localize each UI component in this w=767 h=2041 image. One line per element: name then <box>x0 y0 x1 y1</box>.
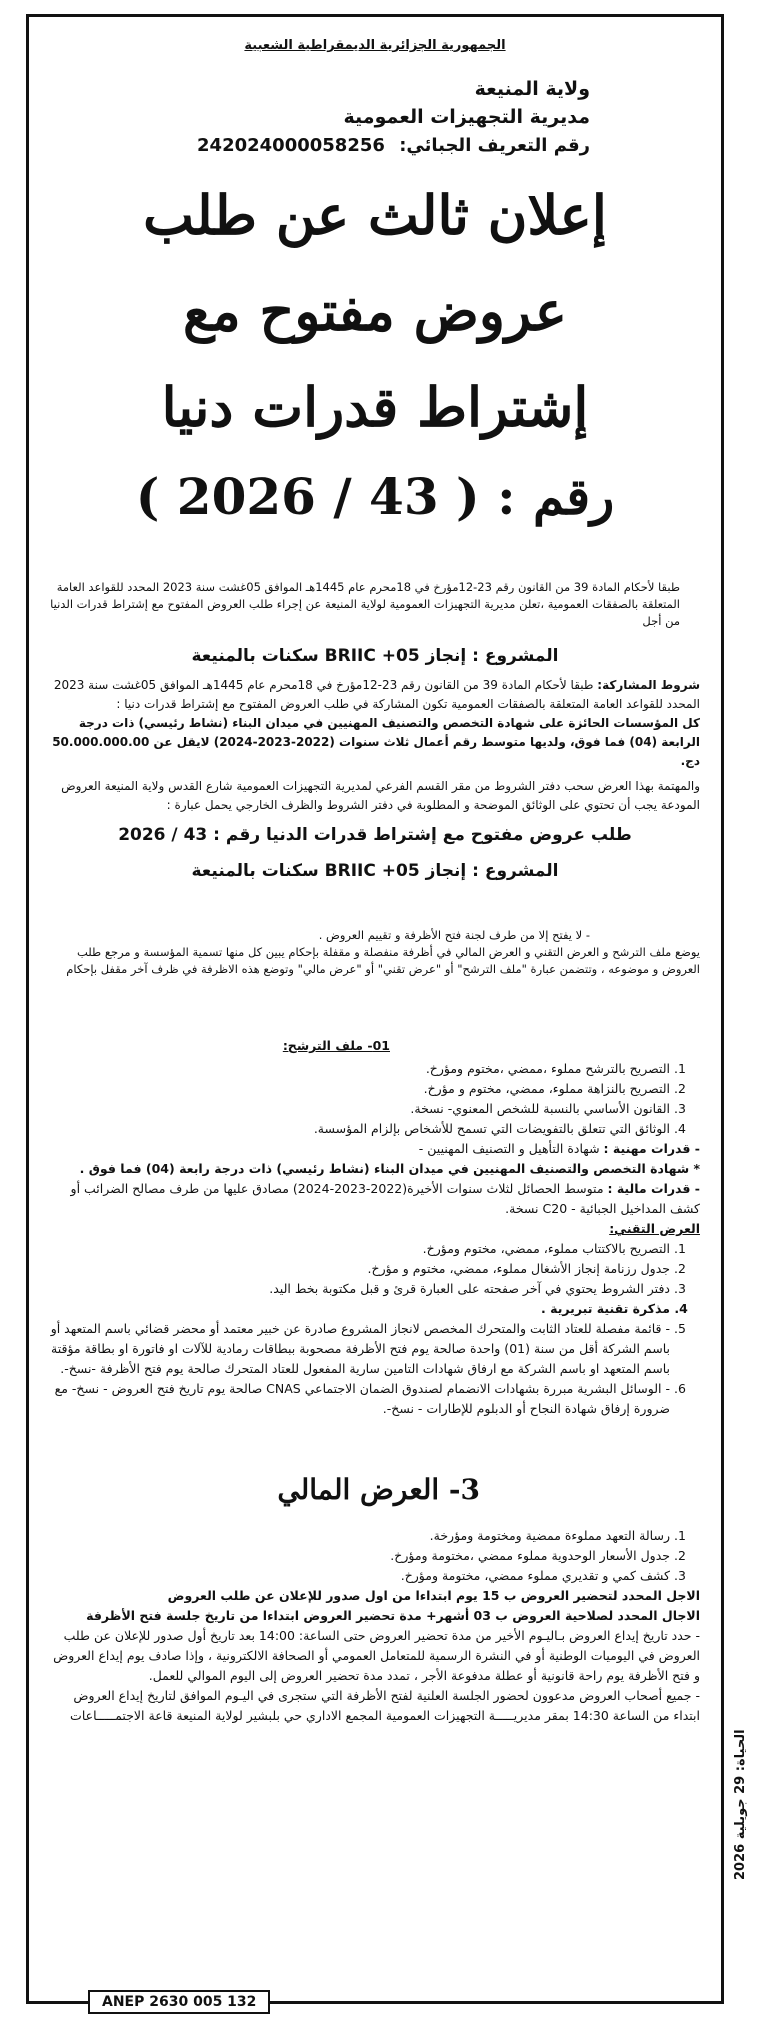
list-item: 2. التصريح بالنزاهة مملوء، ممضي، مختوم و مؤرخ. <box>40 1079 670 1099</box>
participation-conditions <box>50 676 700 714</box>
financial-capacity-label: - قدرات مالية : <box>607 1181 700 1196</box>
republic-heading: الجمهورية الجزائرية الديمقراطية الشعبية <box>244 38 506 53</box>
left-margin-strip <box>0 0 22 2041</box>
directorate-name: مديرية التجهيزات العمومية <box>343 106 590 128</box>
conditions-text-1: طبقا لأحكام المادة 39 من القانون رقم 23-12مؤرخ في 18محرم عام 1445هـ الموافق 05غشت سنة 2023 المحدد للقواعد العامة المتعلقة بالصفقات العمومية تكون المشاركة في طلب العروض المفتوح مع إشتراط قدرات دنيا : <box>53 678 700 711</box>
list-item: 1. التصريح بالاكتتاب مملوء، ممضي، مختوم ومؤرخ. <box>40 1239 670 1259</box>
financial-capacity <box>50 1179 700 1219</box>
certificate-requirement: * شهادة التخصص والتصنيف المهنيين في ميدان البناء (نشاط رئيسي) ذات درجة رابعة (04) فما فوق . <box>79 1161 700 1176</box>
professional-capacity-text: شهادة التأهيل و التصنيف المهنيين - <box>418 1141 600 1156</box>
conditions-label: شروط المشاركة: <box>597 678 700 692</box>
section-candidacy-title: 01- ملف الترشح: <box>282 1038 390 1053</box>
professional-capacity-label: - قدرات مهنية : <box>603 1141 700 1156</box>
list-item: 2. جدول رزنامة إنجاز الأشغال مملوء، ممضي، مختوم و مؤرخ. <box>40 1259 670 1279</box>
right-margin-strip <box>727 0 749 2041</box>
tax-id-label: رقم التعريف الجبائي: <box>399 135 590 156</box>
announcement-body <box>40 30 710 1726</box>
financial-capacity-text: متوسط الحصائل لثلاث سنوات الأخيرة(2022-2023-2024) مصادق عليها من طرف مصالح الضرائب أو كشف المداخيل الجبائية - C20 نسخة. <box>70 1181 700 1216</box>
section-financial-title: 3- العرض المالي <box>277 1473 480 1506</box>
conditions-text-3: والمهتمة بهذا العرض سحب دفتر الشروط من مقر القسم الفرعي لمديرية التجهيزات العمومية شارع القدس ولاية المنيعة العروض المودعة يجب أن تحتوي على الوثائق الموضحة و المطلوبة في دفتر الشروط والظرف الخارجي يحمل عبارة : <box>61 779 700 812</box>
list-item: 1. التصريح بالترشح مملوء ،ممضي ،مختوم ومؤرخ. <box>40 1059 670 1079</box>
note-envelopes: يوضع ملف الترشح و العرض التقني و العرض المالي في أظرفة منفصلة و مقفلة بإحكام يبين كل منها تسمية المؤسسة و مرجع طلب العروض و موضوعه ، وتتضمن عبارة "ملف الترشح" أو "عرض تقني" أو "عرض مالي" وتوضع هذه الاظرفة في ظرف آخر مقفل بإحكام <box>66 945 700 976</box>
technical-offer-title: العرض التقني: <box>609 1221 700 1236</box>
opening-session: - جميع أصحاب العروض مدعوون لحضور الجلسة العلنية لفتح الأظرفة التي ستجرى في اليـوم الموافق لتاريخ إيداع العروض ابتداء من الساعة 14:30 بمقر مديريـــــة التجهيزات العمومية المجمع الاداري حي بلبشير لولاية المنيعة قاعة الاجتمـــــاعات <box>70 1688 700 1723</box>
list-item: 4. مذكرة تقنية تبريرية . <box>40 1299 670 1319</box>
deadline-validity: الاجال المحدد لصلاحية العروض ب 03 أشهر+ مدة تحضير العروض ابتداءا من تاريخ جلسة فتح الأظرفة <box>86 1608 700 1623</box>
financial-offer-list <box>40 1526 710 1586</box>
list-item: 5. - قائمة مفصلة للعتاد الثابت والمتحرك المخصص لانجاز المشروع صادرة عن خبير معتمد أو محضر قضائي باسم المتعهد أو باسم الشركة أقل من سنة (01) واحدة صالحة يوم فتح الأظرفة مصحوبة ببطاقات رمادية للآلات او فاتورة او بطاقة مؤقتة باسم المتعهد او باسم الشركة مع ارفاق شهادات التامين سارية المفعول للعتاد المتحرك صالحة يوم فتح الأظرفة -نسخ-. <box>40 1319 670 1379</box>
deadline-preparation: الاجل المحدد لتحضير العروض ب 15 يوم ابتداءا من اول صدور للإعلان عن طلب العروض <box>167 1588 700 1603</box>
intro-paragraph: طبقا لأحكام المادة 39 من القانون رقم 23-12مؤرخ في 18محرم عام 1445هـ الموافق 05غشت سنة 2023 المحدد للقواعد العامة المتعلقة بالصفقات العمومية ،تعلن مديرية التجهيزات العمومية لولاية المنيعة عن إجراء طلب العروض المفتوح مع إشتراط قدرات الدنيا من أجل <box>50 580 680 628</box>
title-line-1: إعلان ثالث عن طلب <box>143 183 607 247</box>
conditions-text-2: كل المؤسسات الحائزة على شهادة التخصص والتصنيف المهنيين في ميدان البناء (نشاط رئيسي) ذات درجة الرابعة (04) فما فوق، ولديها متوسط رقم أعمال ثلاث سنوات (2022-2023-2024) لايقل عن 50.000.000.00 دج. <box>52 716 700 768</box>
professional-capacity <box>50 1139 700 1159</box>
deadline-submission: - حدد تاريخ إيداع العروض بـاليـوم الأخير من مدة تحضير العروض حتى الساعة: 14:00 بعد تاريخ أول صدور للإعلان عن طلب العروض في اليوميات الوطنية أو في النشرة الرسمية للمتعامل العمومي أو الصحافة الالكترونية ، وإذا صادف يوم إيداع العروض و فتح الأظرفة يوم راحة قانونية أو عطلة مدفوعة الأجر ، تمدد مدة تحضير العروض إلى اليوم الموالي للعمل. <box>53 1628 700 1683</box>
technical-offer-list <box>40 1239 710 1419</box>
list-item: 3. دفتر الشروط يحتوي في آخر صفحته على العبارة قرئ و قبل مكتوبة بخط اليد. <box>40 1279 670 1299</box>
list-item: 3. القانون الأساسي بالنسبة للشخص المعنوي- نسخة. <box>40 1099 670 1119</box>
title-line-2: عروض مفتوح مع <box>183 279 567 343</box>
candidacy-list <box>40 1059 710 1139</box>
side-date-label: الحياة: 29 جويلية 2026 <box>733 1729 748 1880</box>
wilaya-name: ولاية المنيعة <box>474 78 590 100</box>
anep-reference: ANEP 2630 005 132 <box>88 1990 270 2014</box>
tax-id <box>40 131 590 161</box>
list-item: 3. كشف كمي و تقديري مملوء ممضي، مختومة ومؤرخ. <box>40 1566 670 1586</box>
tax-id-value: 242024000058256 <box>197 135 385 156</box>
list-item: 4. الوثائق التي تتعلق بالتفويضات التي تسمح للأشخاص بإلزام المؤسسة. <box>40 1119 670 1139</box>
envelope-title: طلب عروض مفتوح مع إشتراط قدرات الدنيا رقم : 43 / 2026 <box>118 825 632 845</box>
announcement-number: رقم : ( 43 / 2026 ) <box>135 467 615 526</box>
list-item: 1. رسالة التعهد مملوءة ممضية ومختومة ومؤرخة. <box>40 1526 670 1546</box>
project-line-2: المشروع : إنجاز BRIIC +05 سكنات بالمنيعة <box>191 861 559 881</box>
title-line-3: إشتراط قدرات دنيا <box>161 375 589 439</box>
list-item: 6. - الوسائل البشرية مبررة بشهادات الانضمام لصندوق الضمان الاجتماعي CNAS صالحة يوم تاريخ فتح العروض - نسخ- مع ضرورة إرفاق شهادة النجاح أو الدبلوم للإطارات - نسخ-. <box>40 1379 670 1419</box>
list-item: 2. جدول الأسعار الوحدوية مملوء ممضي ،مختومة ومؤرخ. <box>40 1546 670 1566</box>
project-line: المشروع : إنجاز BRIIC +05 سكنات بالمنيعة <box>191 646 559 666</box>
note-opening: - لا يفتح إلا من طرف لجنة فتح الأظرفة و تقييم العروض . <box>318 928 590 942</box>
